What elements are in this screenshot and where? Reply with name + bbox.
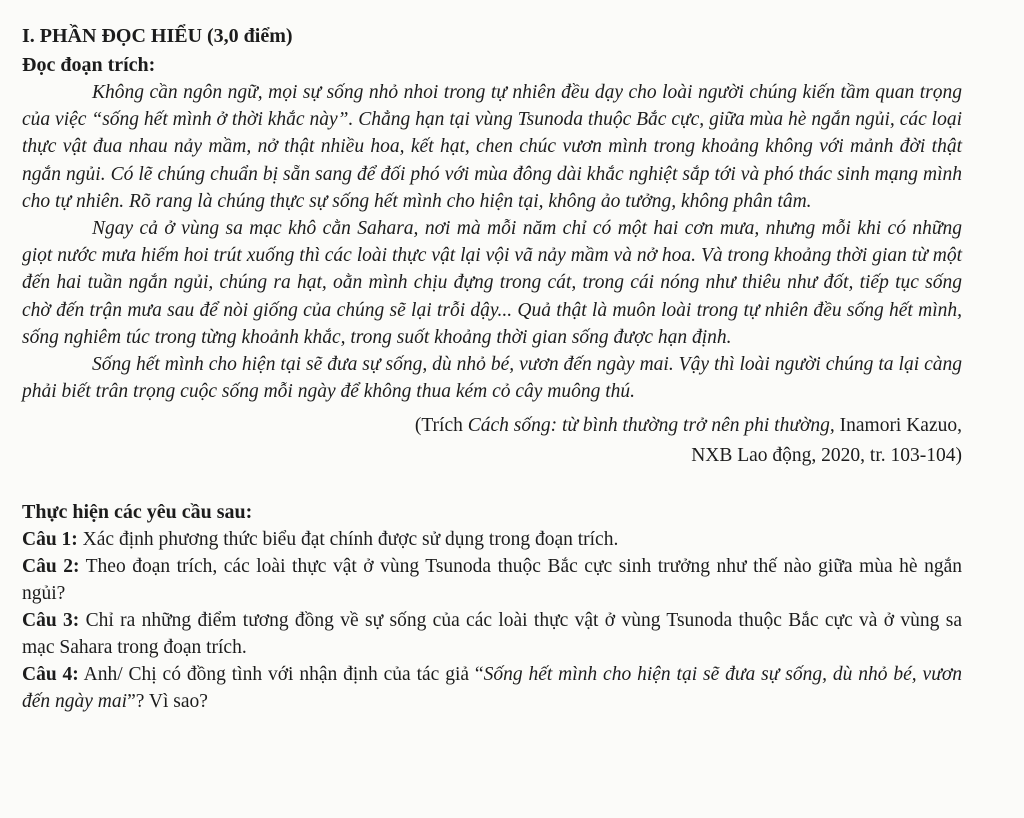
passage-paragraph-1: Không cần ngôn ngữ, mọi sự sống nhỏ nhoi trong tự nhiên đều dạy cho loài người chúng kiến tầm quan trọng của việc “sống hết mình ở thời khắc này”. Chẳng hạn tại vùng Tsunoda thuộc Bắc cực, giữa mùa hè ngắn ngủi, các loại thực vật đua nhau nảy mầm, nở thật nhiều hoa, kết hạt, chen chúc vươn mình trong khoảng không với mảnh đời thật ngắn ngủi. Có lẽ chúng chuẩn bị sẵn sang để đối phó với mùa đông dài khắc nghiệt sắp tới và phó thác sinh mạng mình cho tự nhiên. Rõ rang là chúng thực sự sống hết mình cho hiện tại, không ảo tưởng, không phân tâm. xyxy=(22,82,962,212)
question-2 xyxy=(22,553,962,607)
question-3-text: Chỉ ra những điểm tương đồng về sự sống của các loài thực vật ở vùng Tsunoda thuộc Bắc cực và ở vùng sa mạc Sahara trong đoạn trích. xyxy=(22,610,963,659)
question-1-label: Câu 1: xyxy=(22,529,78,551)
question-2-text: Theo đoạn trích, các loài thực vật ở vùng Tsunoda thuộc Bắc cực sinh trưởng như thế nào giữa mùa hè ngắn ngủi? xyxy=(22,556,962,605)
question-2-label: Câu 2: xyxy=(22,556,80,578)
passage-paragraph-3: Sống hết mình cho hiện tại sẽ đưa sự sống, dù nhỏ bé, vươn đến ngày mai. Vậy thì loài người chúng ta lại càng phải biết trân trọng cuộc sống mỗi ngày để không thua kém cỏ cây muông thú. xyxy=(22,354,962,403)
exam-page xyxy=(22,22,962,715)
source-book-title: Cách sống: từ bình thường trở nên phi thường, xyxy=(467,415,835,437)
question-1-text: Xác định phương thức biểu đạt chính được sử dụng trong đoạn trích. xyxy=(77,529,619,551)
question-3 xyxy=(22,607,962,661)
question-4-after: ”? Vì sao? xyxy=(127,691,208,713)
section-title: I. PHẦN ĐỌC HIỂU (3,0 điểm) xyxy=(22,25,293,47)
passage-paragraph-2: Ngay cả ở vùng sa mạc khô cằn Sahara, nơi mà mỗi năm chỉ có một hai cơn mưa, nhưng mỗi khi có những giọt nước mưa hiếm hoi trút xuống thì các loài thực vật lại vội vã nảy mầm và nở hoa. Và trong khoảng thời gian từ một đến hai tuần ngắn ngủi, chúng ra hạt, oằn mình chịu đựng trong cát, trong cái nóng như thiêu như đốt, tiếp tục sống chờ đến trận mưa sau để nòi giống của chúng sẽ lại trỗi dậy... Quả thật là muôn loài trong tự nhiên đều sống hết mình, sống nghiêm túc trong từng khoảnh khắc, trong suốt khoảng thời gian sống được hạn định. xyxy=(22,218,962,348)
source-author: Inamori Kazuo, xyxy=(834,415,962,437)
source-prefix: (Trích xyxy=(414,415,468,437)
source-publisher: NXB Lao động, 2020, tr. 103-104) xyxy=(691,445,962,467)
question-1 xyxy=(22,526,962,553)
question-4-quote: Sống hết mình cho hiện tại sẽ đưa sự sống, dù nhỏ bé, vươn đến ngày mai xyxy=(22,664,962,713)
intro-label: Đọc đoạn trích: xyxy=(22,54,156,76)
question-4 xyxy=(22,661,962,715)
question-4-label: Câu 4: xyxy=(22,664,79,686)
question-3-label: Câu 3: xyxy=(22,610,80,632)
tasks-title: Thực hiện các yêu cầu sau: xyxy=(22,501,253,524)
question-4-text: Anh/ Chị có đồng tình với nhận định của tác giả “ xyxy=(78,664,484,686)
source-citation xyxy=(22,411,962,471)
